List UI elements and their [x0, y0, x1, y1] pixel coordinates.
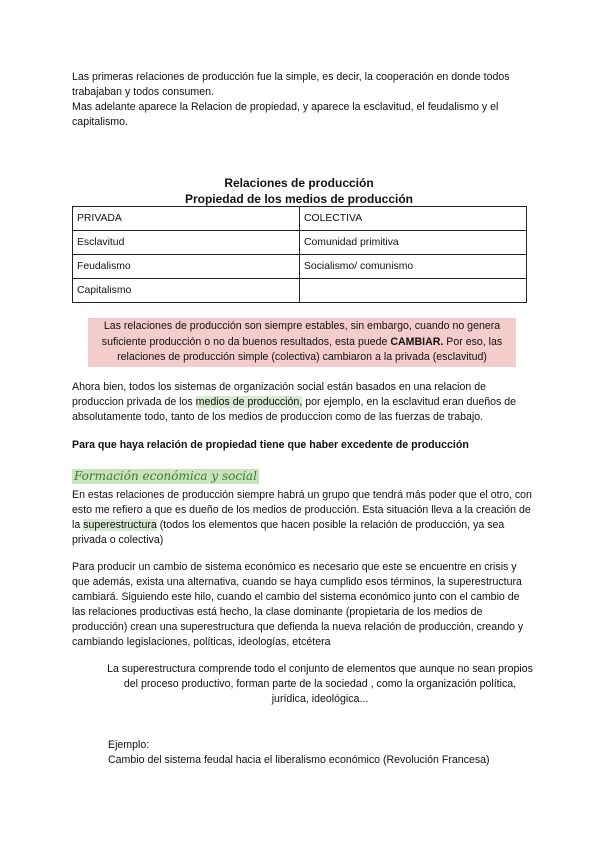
example-label: Ejemplo:: [108, 739, 150, 751]
section-heading: Formación económica y social: [74, 469, 257, 483]
table-header-row: [73, 207, 527, 231]
table-cell: [300, 279, 527, 303]
private-highlight: medios de producción,: [195, 396, 303, 408]
paragraph-private-relations: [72, 380, 534, 425]
table-cell: Capitalismo: [73, 279, 300, 303]
highlighted-note: [88, 318, 516, 367]
example-block: [108, 738, 548, 768]
bold-statement: Para que haya relación de propiedad tiene que haber excedente de producción: [72, 439, 469, 451]
private-text-before: Ahora bien, todos los sistemas de organización social están basados en una relacion de produccion privada de los: [72, 381, 487, 408]
note-bold: CAMBIAR.: [390, 335, 444, 348]
table-cell: Socialismo/ comunismo: [300, 255, 527, 279]
table-title-1: Relaciones de producción: [224, 176, 374, 190]
intro-paragraph: [72, 70, 532, 130]
table-row: [73, 279, 527, 303]
intro-line-1: Las primeras relaciones de producción fue la simple, es decir, la cooperación en donde todos trabajaban y todos consumen.: [72, 71, 510, 98]
table-cell: Esclavitud: [73, 231, 300, 255]
example-text: Cambio del sistema feudal hacia el liberalismo económico (Revolución Francesa): [108, 754, 490, 766]
relations-table: [72, 206, 527, 303]
table-row: [73, 255, 527, 279]
superstructure-text-after: (todos los elementos que hacen posible la relación de producción, ya sea privada o colectiva): [72, 519, 505, 546]
paragraph-superstructure: [72, 488, 534, 548]
table-header-cell: PRIVADA: [73, 207, 300, 231]
note-text-before: Las relaciones de producción son siempre estables, sin embargo, cuando no genera suficiente producción o no da buenos resultados, esta puede: [101, 320, 501, 348]
superstructure-highlight: superestructura: [83, 519, 157, 531]
note-text-after: Por eso, las relaciones de producción simple (colectiva) cambiaron a la privada (esclavitud): [117, 335, 503, 363]
table-cell: Comunidad primitiva: [300, 231, 527, 255]
superstructure-quote: La superestructura comprende todo el conjunto de elementos que aunque no sean propios del proceso productivo, forman parte de la sociedad , como la organización política, jurídica, ideológica...: [107, 663, 533, 705]
table-row: [73, 231, 527, 255]
table-title-2: Propiedad de los medios de producción: [184, 192, 414, 206]
private-text-after: por ejemplo, en la esclavitud eran dueños de absolutamente todo, tanto de los medios de produccion como de las fuerzas de trabajo.: [72, 396, 517, 423]
table-header-cell: COLECTIVA: [300, 207, 527, 231]
superstructure-text-before: En estas relaciones de producción siempre habrá un grupo que tendrá más poder que el otro, con esto me refiero a que es dueño de los medios de producción. Esta situación lleva a la creación de la: [72, 489, 532, 531]
intro-line-2: Mas adelante aparece la Relacion de propiedad, y aparece la esclavitud, el feudalismo y el capitalismo.: [72, 101, 499, 128]
paragraph-system-change: Para producir un cambio de sistema económico es necesario que este se encuentre en crisis y que además, exista una alternativa, cuando se haya cumplido esos términos, la superestructura cambiará. Siguiendo este hilo, cuando el cambio del sistema económico junto con el cambio de las relaciones productivas está hecho, la clase dominante (propietaria de los medios de producción) crean una superestructura que defienda la nueva relación de producción, creando y cambiando legislaciones, políticas, ideologías, etcétera: [72, 561, 524, 648]
table-cell: Feudalismo: [73, 255, 300, 279]
